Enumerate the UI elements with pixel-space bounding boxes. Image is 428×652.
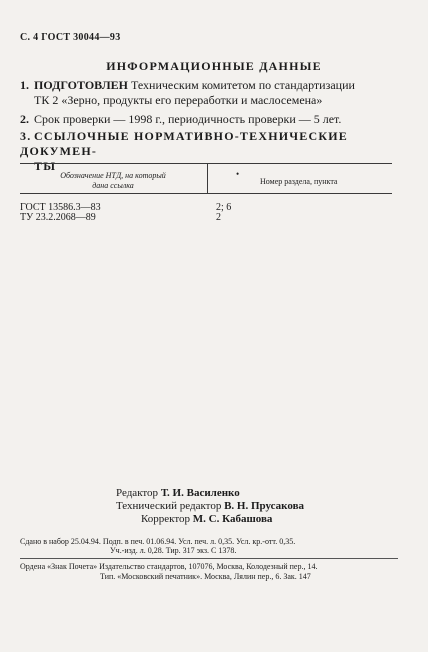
item-prepared bbox=[20, 78, 396, 108]
credit-editor bbox=[0, 487, 428, 500]
item-text: ССЫЛОЧНЫЕ НОРМАТИВНО-ТЕХНИЧЕСКИЕ ДОКУМЕН- bbox=[20, 129, 348, 158]
item-text-continued: ТЫ bbox=[34, 159, 57, 173]
header-line: дана ссылка bbox=[92, 181, 134, 190]
printer-line: Тип. «Московский печатник». Москва, Лялин пер., 6. Зак. 147 bbox=[100, 572, 311, 581]
table-mark: • bbox=[236, 169, 240, 179]
credit-role bbox=[141, 513, 272, 526]
credits-block bbox=[0, 487, 428, 526]
credit-role bbox=[116, 487, 240, 500]
section-title: ИНФОРМАЦИОННЫЕ ДАННЫЕ bbox=[106, 59, 322, 73]
credit-proofreader bbox=[0, 513, 428, 526]
person-name: М. С. Кабашова bbox=[192, 513, 273, 525]
item-text-continued: ТК 2 «Зерно, продукты его переработки и маслосемена» bbox=[34, 93, 323, 107]
credit-role bbox=[116, 500, 304, 513]
table-cell-doc: ТУ 23.2.2068—89 bbox=[20, 212, 96, 223]
role-label: Корректор bbox=[141, 513, 191, 525]
table-header-section: Номер раздела, пункта bbox=[260, 177, 338, 186]
table-header-rule bbox=[20, 193, 392, 194]
table-column-divider bbox=[207, 163, 208, 193]
item-number: 1. bbox=[20, 78, 29, 92]
imprint-line: Уч.-изд. л. 0,28. Тир. 317 экз. С 1378. bbox=[110, 546, 237, 555]
item-number: 2. bbox=[20, 112, 29, 126]
role-label: Редактор bbox=[116, 487, 159, 499]
item-keyword: ПОДГОТОВЛЕН bbox=[34, 78, 129, 92]
item-number: 3. bbox=[20, 129, 32, 143]
item-text: Срок проверки — 1998 г., периодичность проверки — 5 лет. bbox=[34, 112, 342, 126]
table-cell-section: 2; 6 bbox=[216, 202, 232, 213]
table-cell-doc: ГОСТ 13586.3—83 bbox=[20, 202, 101, 213]
item-text: Техническим комитетом по стандартизации bbox=[128, 78, 355, 92]
person-name: В. Н. Прусакова bbox=[224, 500, 305, 512]
item-references bbox=[20, 129, 410, 174]
page-header: С. 4 ГОСТ 30044—93 bbox=[20, 32, 121, 43]
header-line: Обозначение НТД, на который bbox=[60, 171, 166, 180]
role-label: Технический редактор bbox=[116, 500, 222, 512]
table-cell-section: 2 bbox=[216, 212, 221, 223]
credit-tech-editor bbox=[0, 500, 428, 513]
table-top-rule bbox=[20, 163, 392, 164]
table-header-document bbox=[20, 171, 206, 191]
item-review-period bbox=[20, 112, 396, 127]
imprint-rule bbox=[20, 558, 398, 559]
publisher-line: Ордена «Знак Почета» Издательство стандартов, 107076, Москва, Колодезный пер., 14. bbox=[20, 562, 318, 571]
person-name: Т. И. Василенко bbox=[160, 487, 240, 499]
imprint-line: Сдано в набор 25.04.94. Подп. в печ. 01.06.94. Усл. печ. л. 0,35. Усл. кр.-отт. 0,35. bbox=[20, 537, 296, 546]
